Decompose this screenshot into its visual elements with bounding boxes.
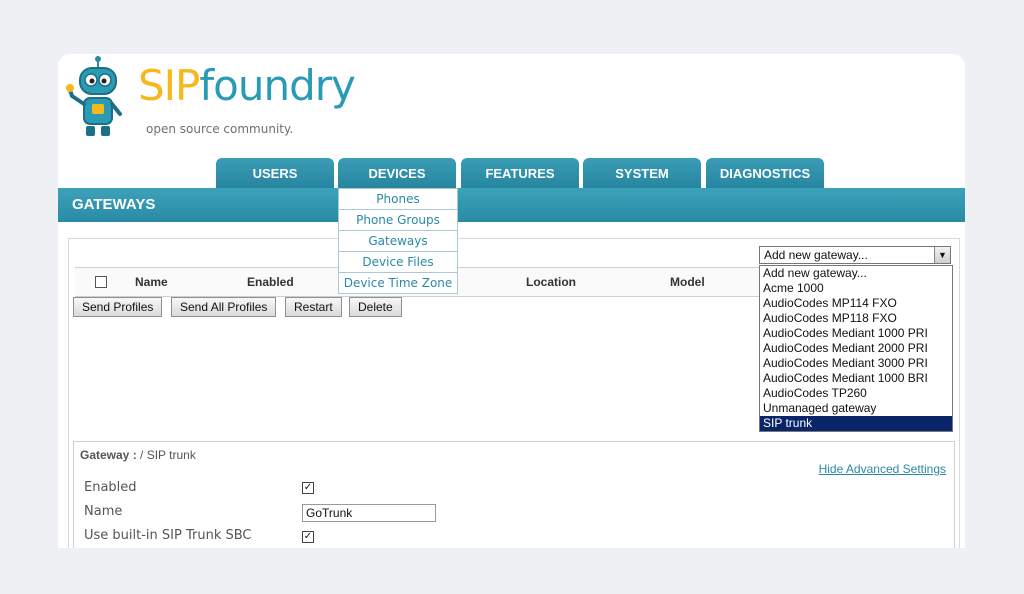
column-location[interactable]: Location [526,275,576,289]
menu-item-device-files[interactable]: Device Files [339,252,457,273]
send-profiles-button[interactable]: Send Profiles [73,297,162,317]
app-window [58,54,965,548]
gateway-option[interactable]: AudioCodes Mediant 2000 PRI [763,341,928,355]
menu-item-gateways[interactable]: Gateways [339,231,457,252]
gateway-breadcrumb: Gateway : / SIP trunk [80,448,196,462]
name-field[interactable]: GoTrunk [302,504,436,522]
gateway-option[interactable]: AudioCodes Mediant 1000 PRI [763,326,928,340]
devices-dropdown-menu [338,188,458,294]
add-gateway-select-value: Add new gateway... [764,248,868,262]
page-title-bar [58,188,965,222]
hide-advanced-settings-link[interactable]: Hide Advanced Settings [818,462,946,476]
column-enabled[interactable]: Enabled [247,275,294,289]
logo-tagline: open source community. [146,122,294,136]
send-all-profiles-button[interactable]: Send All Profiles [171,297,276,317]
gateway-option[interactable]: AudioCodes Mediant 1000 BRI [763,371,928,385]
tab-features[interactable]: FEATURES [461,158,579,188]
page-title: GATEWAYS [72,196,156,213]
tab-system[interactable]: SYSTEM [583,158,701,188]
gateway-option[interactable]: Acme 1000 [763,281,824,295]
column-name[interactable]: Name [135,275,168,289]
restart-button[interactable]: Restart [285,297,342,317]
gateway-option[interactable]: AudioCodes Mediant 3000 PRI [763,356,928,370]
menu-item-device-time-zone[interactable]: Device Time Zone [343,276,453,290]
sipfoundry-logo [66,56,366,146]
column-model[interactable]: Model [670,275,705,289]
gateway-option-selected[interactable]: SIP trunk [760,416,952,431]
gateway-option[interactable]: Unmanaged gateway [763,401,877,415]
dropdown-arrow-icon[interactable]: ▼ [934,247,950,263]
sbc-checkbox[interactable]: ✓ [303,531,313,542]
tab-users[interactable]: USERS [216,158,334,188]
gateway-form [73,441,955,548]
gateway-options-list [759,265,953,432]
sbc-label: Use built-in SIP Trunk SBC [84,528,252,543]
gateway-option[interactable]: Add new gateway... [763,266,867,280]
name-label: Name [84,504,123,519]
gateway-option[interactable]: AudioCodes TP260 [763,386,867,400]
enabled-checkbox[interactable]: ✓ [303,482,313,493]
add-gateway-select[interactable] [759,246,951,264]
gateway-option[interactable]: AudioCodes MP118 FXO [763,311,897,325]
tab-devices[interactable]: DEVICES [338,158,456,188]
gateway-option[interactable]: AudioCodes MP114 FXO [763,296,897,310]
enabled-label: Enabled [84,480,137,495]
select-all-checkbox[interactable] [95,276,107,288]
menu-item-phones[interactable]: Phones [339,189,457,210]
delete-button[interactable]: Delete [349,297,402,317]
menu-item-phone-groups[interactable]: Phone Groups [339,210,457,231]
logo-wordmark: SIPfoundry [138,61,355,110]
tab-diagnostics[interactable]: DIAGNOSTICS [706,158,824,188]
robot-mascot-icon [66,56,130,142]
